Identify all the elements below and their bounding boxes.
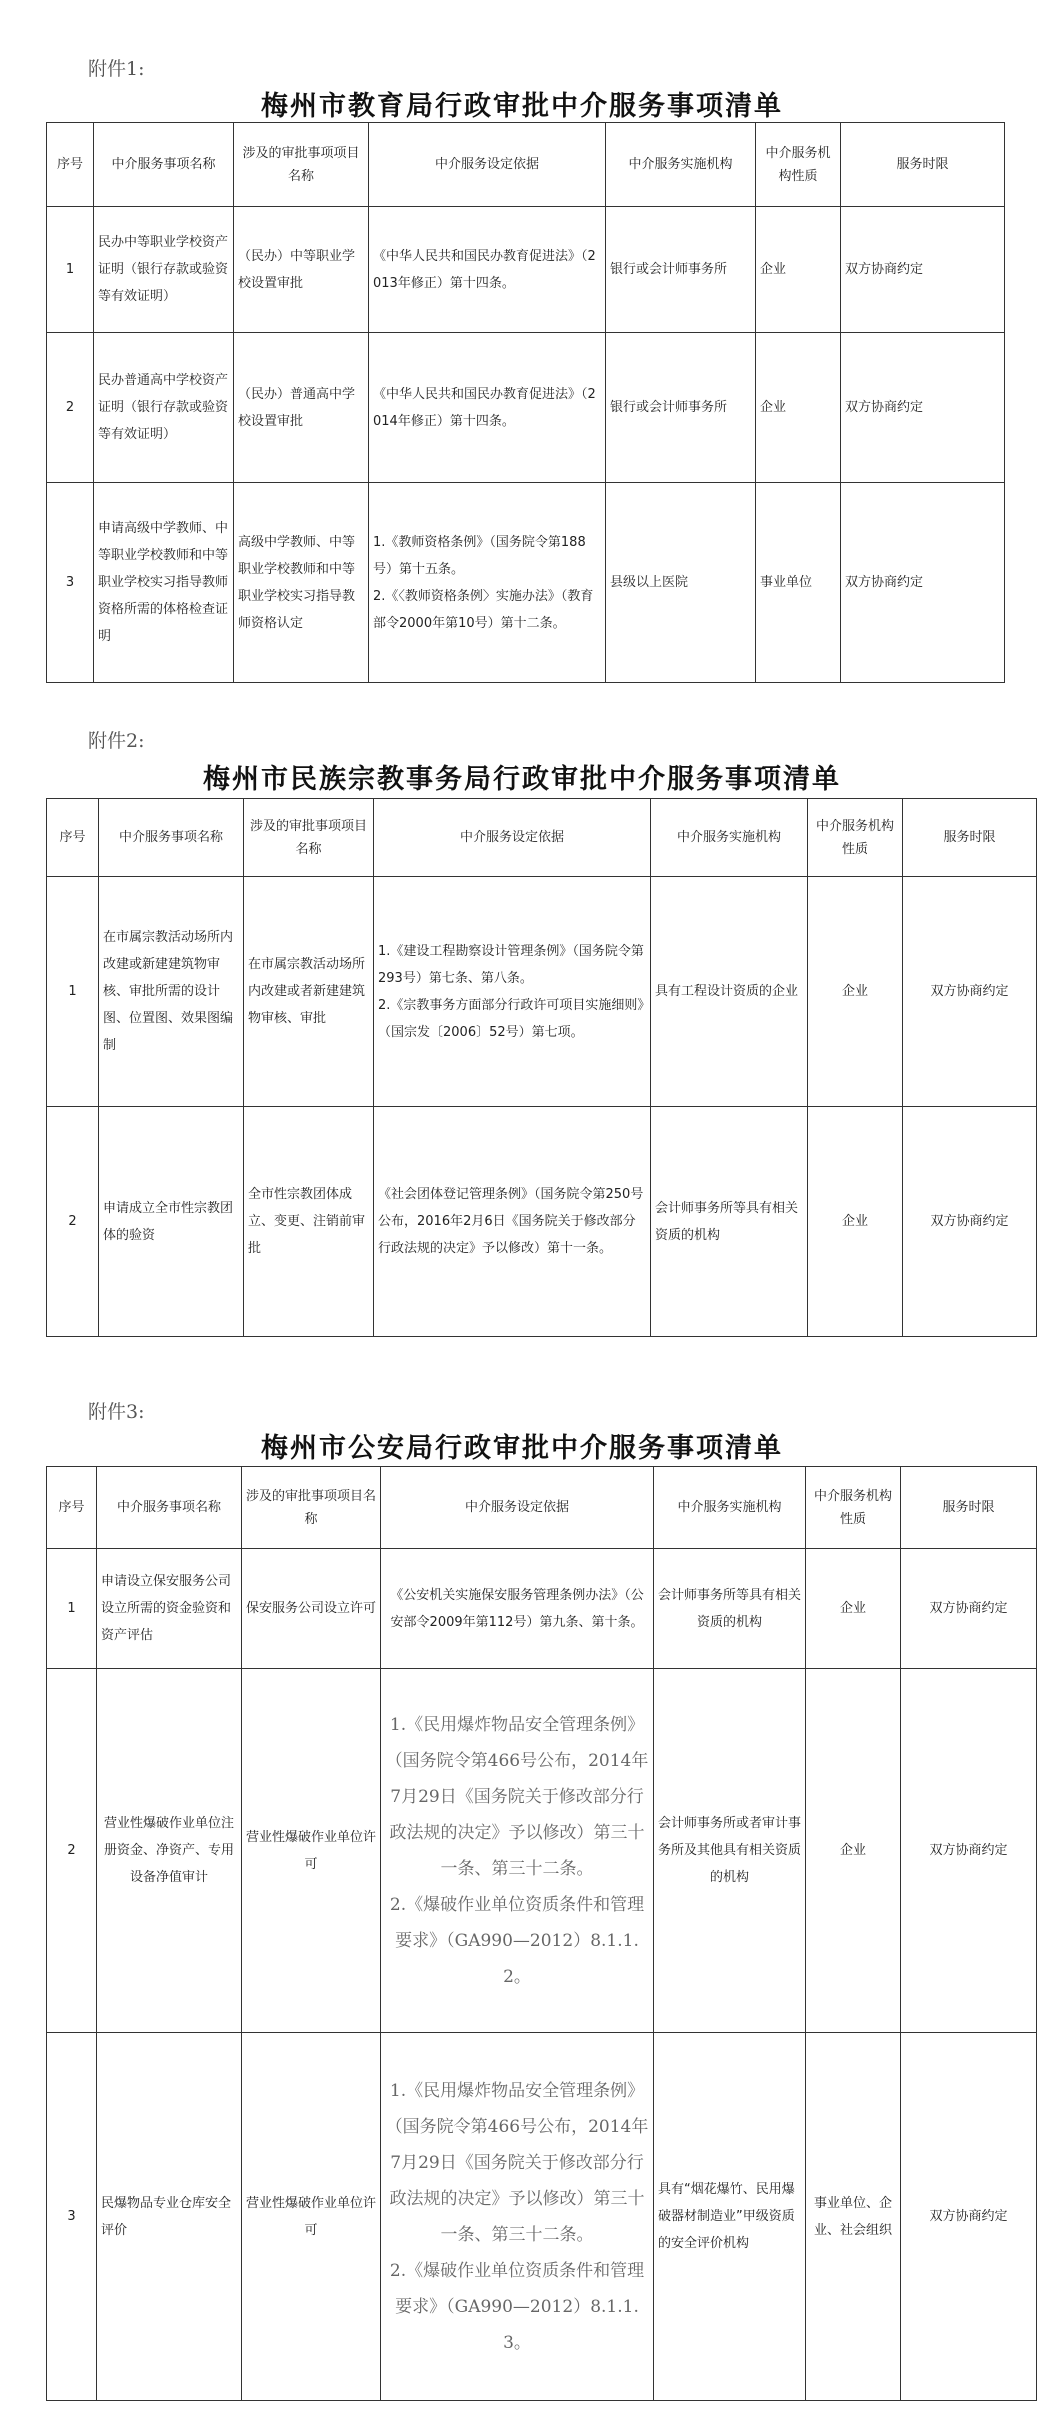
- row-number: 3: [47, 2033, 97, 2401]
- table-3-wrapper: [46, 1466, 1008, 2400]
- table-education: [46, 122, 1005, 683]
- header-cell: 中介服务事项名称: [97, 1467, 242, 1549]
- basis-line: 《中华人民共和国民办教育促进法》（2014年修正）第十四条。: [373, 386, 596, 429]
- row-number: 1: [47, 877, 99, 1107]
- table-2-wrapper: [46, 798, 1009, 1358]
- approval-item: （民办）中等职业学校设置审批: [234, 207, 369, 333]
- header-cell: 中介服务实施机构: [651, 799, 808, 877]
- institution-cell: 银行或会计师事务所: [606, 333, 756, 483]
- attachment-label: 附件1:: [88, 58, 145, 80]
- service-item: 申请高级中学教师、中等职业学校教师和中等职业学校实习指导教师资格所需的体格检查证明: [94, 483, 234, 683]
- basis-line: 《中华人民共和国民办教育促进法》（2013年修正）第十四条。: [373, 248, 596, 291]
- row-number: 3: [47, 483, 94, 683]
- table-row: [47, 207, 1005, 333]
- service-item: 民办普通高中学校资产证明（银行存款或验资等有效证明）: [94, 333, 234, 483]
- basis-cell: [369, 207, 606, 333]
- section-title: 梅州市民族宗教事务局行政审批中介服务事项清单: [203, 764, 841, 795]
- header-cell: 中介服务事项名称: [94, 123, 234, 207]
- institution-cell: 会计师事务所或者审计事务所及其他具有相关资质的机构: [654, 1669, 806, 2033]
- period-cell: 双方协商约定: [903, 1107, 1037, 1337]
- service-item: 申请成立全市性宗教团体的验资: [99, 1107, 244, 1337]
- nature-cell: 企业: [808, 1107, 903, 1337]
- service-item: 民办中等职业学校资产证明（银行存款或验资等有效证明）: [94, 207, 234, 333]
- nature-cell: 事业单位、企业、社会组织: [806, 2033, 901, 2401]
- row-number: 1: [47, 207, 94, 333]
- period-cell: 双方协商约定: [901, 1549, 1037, 1669]
- row-number: 1: [47, 1549, 97, 1669]
- header-cell: 服务时限: [841, 123, 1005, 207]
- section-title: 梅州市公安局行政审批中介服务事项清单: [261, 1433, 783, 1464]
- header-cell: 涉及的审批事项项目名称: [242, 1467, 381, 1549]
- institution-cell: 银行或会计师事务所: [606, 207, 756, 333]
- institution-cell: 具有工程设计资质的企业: [651, 877, 808, 1107]
- table-row: [47, 877, 1037, 1107]
- service-item: 在市属宗教活动场所内改建或新建建筑物审核、审批所需的设计图、位置图、效果图编制: [99, 877, 244, 1107]
- header-cell: 服务时限: [903, 799, 1037, 877]
- institution-cell: 会计师事务所等具有相关资质的机构: [654, 1549, 806, 1669]
- institution-cell: 会计师事务所等具有相关资质的机构: [651, 1107, 808, 1337]
- header-cell: 序号: [47, 1467, 97, 1549]
- nature-cell: 企业: [808, 877, 903, 1107]
- period-cell: 双方协商约定: [841, 483, 1005, 683]
- header-cell: 中介服务实施机构: [654, 1467, 806, 1549]
- row-number: 2: [47, 1107, 99, 1337]
- period-cell: 双方协商约定: [901, 1669, 1037, 2033]
- header-cell: 涉及的审批事项项目名称: [234, 123, 369, 207]
- basis-line: 《社会团体登记管理条例》（国务院令第250号公布，2016年2月6日《国务院关于修改部分行政法规的决定》予以修改）第十一条。: [378, 1187, 644, 1256]
- header-cell: 中介服务机构性质: [808, 799, 903, 877]
- table-header-row: [47, 799, 1037, 877]
- basis-cell: [374, 1107, 651, 1337]
- nature-cell: 企业: [756, 333, 841, 483]
- approval-item: 全市性宗教团体成立、变更、注销前审批: [244, 1107, 374, 1337]
- attachment-label: 附件2:: [88, 730, 145, 752]
- nature-cell: 企业: [756, 207, 841, 333]
- table-row: [47, 1549, 1037, 1669]
- institution-cell: 具有“烟花爆竹、民用爆破器材制造业”甲级资质的安全评价机构: [654, 2033, 806, 2401]
- header-cell: 中介服务机构性质: [806, 1467, 901, 1549]
- basis-cell: [381, 1549, 654, 1669]
- basis-cell: [369, 333, 606, 483]
- header-cell: 中介服务设定依据: [369, 123, 606, 207]
- basis-line: 2.《宗教事务方面部分行政许可项目实施细则》（国宗发〔2006〕52号）第七项。: [378, 997, 644, 1040]
- row-number: 2: [47, 1669, 97, 2033]
- period-cell: 双方协商约定: [903, 877, 1037, 1107]
- table-ethnic-religious: [46, 798, 1037, 1337]
- approval-item: 高级中学教师、中等职业学校教师和中等职业学校实习指导教师资格认定: [234, 483, 369, 683]
- basis-line: 《公安机关实施保安服务管理条例办法》（公安部令2009年第112号）第九条、第十条。: [390, 1587, 644, 1630]
- table-public-security: [46, 1466, 1037, 2401]
- basis-line: 1.《民用爆炸物品安全管理条例》（国务院令第466号公布，2014年7月29日《国务院关于修改部分行政法规的决定》予以修改）第三十一条、第三十二条。: [385, 1714, 649, 1879]
- approval-item: 营业性爆破作业单位许可: [242, 1669, 381, 2033]
- header-cell: 序号: [47, 123, 94, 207]
- service-item: 申请设立保安服务公司设立所需的资金验资和资产评估: [97, 1549, 242, 1669]
- basis-cell: [381, 2033, 654, 2401]
- table-1-wrapper: [46, 122, 986, 684]
- basis-line: 2.《〈教师资格条例〉实施办法》（教育部令2000年第10号）第十二条。: [373, 588, 594, 631]
- header-cell: 中介服务实施机构: [606, 123, 756, 207]
- header-cell: 涉及的审批事项项目名称: [244, 799, 374, 877]
- header-cell: 中介服务设定依据: [381, 1467, 654, 1549]
- table-header-row: [47, 123, 1005, 207]
- period-cell: 双方协商约定: [841, 207, 1005, 333]
- attachment-label: 附件3:: [88, 1401, 145, 1423]
- table-row: [47, 1669, 1037, 2033]
- institution-cell: 县级以上医院: [606, 483, 756, 683]
- approval-item: 营业性爆破作业单位许可: [242, 2033, 381, 2401]
- approval-item: （民办）普通高中学校设置审批: [234, 333, 369, 483]
- approval-item: 保安服务公司设立许可: [242, 1549, 381, 1669]
- service-item: 营业性爆破作业单位注册资金、净资产、专用设备净值审计: [97, 1669, 242, 2033]
- basis-cell: [381, 1669, 654, 2033]
- table-row: [47, 483, 1005, 683]
- nature-cell: 企业: [806, 1549, 901, 1669]
- header-cell: 中介服务事项名称: [99, 799, 244, 877]
- service-item: 民爆物品专业仓库安全评价: [97, 2033, 242, 2401]
- table-header-row: [47, 1467, 1037, 1549]
- period-cell: 双方协商约定: [901, 2033, 1037, 2401]
- row-number: 2: [47, 333, 94, 483]
- table-row: [47, 333, 1005, 483]
- table-row: [47, 1107, 1037, 1337]
- nature-cell: 企业: [806, 1669, 901, 2033]
- header-cell: 服务时限: [901, 1467, 1037, 1549]
- table-row: [47, 2033, 1037, 2401]
- header-cell: 中介服务机构性质: [756, 123, 841, 207]
- basis-line: 1.《教师资格条例》（国务院令第188号）第十五条。: [373, 534, 586, 577]
- basis-line: 1.《民用爆炸物品安全管理条例》（国务院令第466号公布，2014年7月29日《国务院关于修改部分行政法规的决定》予以修改）第三十一条、第三十二条。: [385, 2080, 649, 2245]
- header-cell: 序号: [47, 799, 99, 877]
- nature-cell: 事业单位: [756, 483, 841, 683]
- approval-item: 在市属宗教活动场所内改建或者新建建筑物审核、审批: [244, 877, 374, 1107]
- basis-line: 2.《爆破作业单位资质条件和管理要求》（GA990—2012）8.1.1.2。: [389, 1894, 645, 1987]
- basis-cell: [374, 877, 651, 1107]
- period-cell: 双方协商约定: [841, 333, 1005, 483]
- basis-line: 1.《建设工程勘察设计管理条例》（国务院令第293号）第七条、第八条。: [378, 943, 644, 986]
- basis-cell: [369, 483, 606, 683]
- header-cell: 中介服务设定依据: [374, 799, 651, 877]
- basis-line: 2.《爆破作业单位资质条件和管理要求》（GA990—2012）8.1.1.3。: [389, 2260, 645, 2353]
- section-title: 梅州市教育局行政审批中介服务事项清单: [261, 91, 783, 122]
